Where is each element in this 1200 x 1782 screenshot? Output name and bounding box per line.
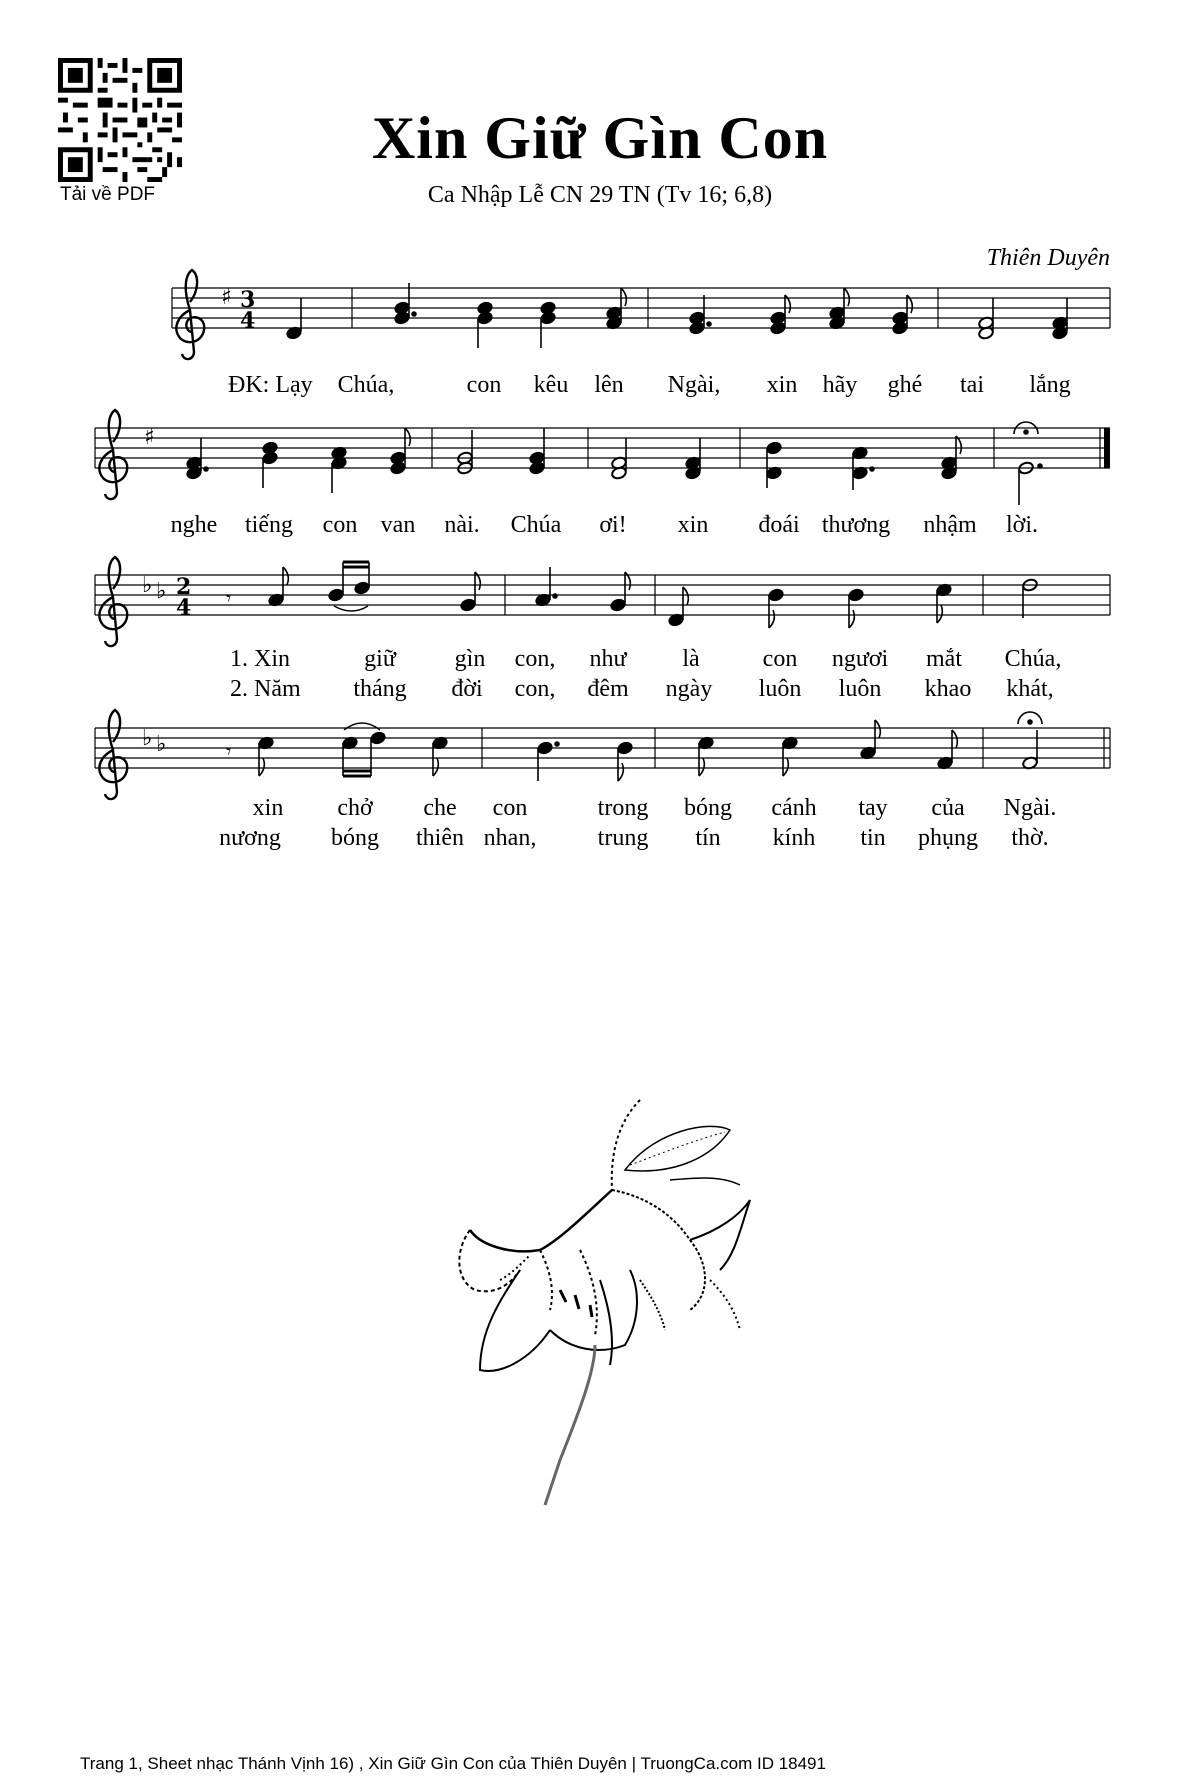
lyric-syllable: tín xyxy=(695,825,721,851)
lyric-syllable: tin xyxy=(860,825,886,851)
lyric-syllable: tay xyxy=(858,795,888,821)
svg-text:𝄾: 𝄾 xyxy=(226,739,232,763)
lyric-syllable: lên xyxy=(594,372,624,398)
lyric-syllable: tiếng xyxy=(245,512,293,538)
lyric-syllable: chở xyxy=(337,795,373,821)
svg-text:♯: ♯ xyxy=(221,285,232,310)
lyric-syllable: con xyxy=(762,646,798,672)
lyric-syllable: Ngài. xyxy=(1003,795,1057,821)
staff-verse-line-1 xyxy=(95,557,1110,646)
song-title: Xin Giữ Gìn Con xyxy=(371,105,829,171)
song-subtitle: Ca Nhập Lễ CN 29 TN (Tv 16; 6,8) xyxy=(427,182,773,208)
lyric-syllable: đêm xyxy=(587,676,629,702)
lyric-syllable: che xyxy=(423,795,457,821)
lyric-syllable: thương xyxy=(821,512,891,538)
lyric-syllable: 2. Năm xyxy=(230,676,301,702)
svg-text:♭: ♭ xyxy=(156,579,167,604)
lyric-syllable: là xyxy=(682,646,700,672)
lyric-syllable: bóng xyxy=(331,825,379,851)
svg-text:4: 4 xyxy=(240,308,256,334)
lyric-syllable: nương xyxy=(219,825,281,851)
lyric-syllable: luôn xyxy=(758,676,802,702)
svg-text:𝄾: 𝄾 xyxy=(226,586,232,610)
download-pdf-label[interactable]: Tải về PDF xyxy=(60,184,156,205)
lyric-syllable: ngày xyxy=(665,676,713,702)
lyric-syllable: cánh xyxy=(771,795,817,821)
lyric-syllable: như xyxy=(589,646,627,672)
lyric-syllable: lắng xyxy=(1029,372,1071,398)
lyric-syllable: Chúa, xyxy=(1004,646,1062,672)
lyric-syllable: nghe xyxy=(170,512,218,538)
lyric-syllable: con, xyxy=(514,676,556,702)
staff-refrain-line-1 xyxy=(172,270,1110,359)
lyric-syllable: ĐK: Lạy xyxy=(228,372,313,398)
lyric-syllable: khao xyxy=(924,676,972,702)
lyric-syllable: tai xyxy=(960,372,984,398)
lyric-syllable: xin xyxy=(677,512,709,538)
lyric-syllable: phụng xyxy=(918,825,978,851)
lyric-syllable: bóng xyxy=(684,795,732,821)
svg-text:♯: ♯ xyxy=(144,425,155,450)
lyric-syllable: nhậm xyxy=(923,512,977,538)
lyric-syllable: khát, xyxy=(1006,676,1054,702)
lyric-syllable: Chúa, xyxy=(337,372,395,398)
lyric-syllable: luôn xyxy=(838,676,882,702)
lyric-syllable: 1. Xin xyxy=(230,646,290,672)
lyric-syllable: van xyxy=(380,512,416,538)
lyric-syllable: của xyxy=(931,795,965,821)
lyric-syllable: mắt xyxy=(926,646,962,672)
lyric-syllable: thờ. xyxy=(1011,825,1049,851)
lyric-syllable: con xyxy=(322,512,358,538)
svg-text:♭: ♭ xyxy=(142,573,153,598)
lyric-syllable: kêu xyxy=(533,372,569,398)
lyric-syllable: con, xyxy=(514,646,556,672)
page-footer: Trang 1, Sheet nhạc Thánh Vịnh 16) , Xin Giữ Gìn Con của Thiên Duyên | TruongCa.com ID 18491 xyxy=(80,1754,826,1773)
staff-refrain-line-2 xyxy=(95,410,1110,505)
lyric-syllable: con xyxy=(492,795,528,821)
staff-verse-line-2 xyxy=(95,710,1110,799)
lyric-syllable: nhan, xyxy=(483,825,537,851)
lyric-syllable: kính xyxy=(772,825,816,851)
lyric-syllable: ơi! xyxy=(599,512,627,538)
svg-text:4: 4 xyxy=(176,595,192,621)
lyric-syllable: gìn xyxy=(454,646,486,672)
lyric-syllable: ghé xyxy=(887,372,923,398)
lyric-syllable: xin xyxy=(766,372,798,398)
lyric-syllable: trung xyxy=(597,825,649,851)
composer-name: Thiên Duyên xyxy=(986,245,1110,271)
lyric-syllable: trong xyxy=(597,795,649,821)
lyric-syllable: lời. xyxy=(1005,512,1039,538)
lyric-syllable: đoái xyxy=(758,512,800,538)
lyric-syllable: Chúa xyxy=(510,512,562,538)
svg-text:♭: ♭ xyxy=(142,726,153,751)
lily-flower-illustration xyxy=(440,1080,800,1520)
lyric-syllable: xin xyxy=(252,795,284,821)
lyric-syllable: giữ xyxy=(364,646,396,672)
lyric-syllable: tháng xyxy=(353,676,407,702)
lyric-syllable: ngươi xyxy=(831,646,889,672)
lyric-syllable: đời xyxy=(451,676,483,702)
lyric-syllable: con xyxy=(466,372,502,398)
lyric-syllable: thiên xyxy=(416,825,464,851)
lyric-syllable: hãy xyxy=(822,372,858,398)
svg-text:♭: ♭ xyxy=(156,732,167,757)
svg-text:3: 3 xyxy=(240,287,256,313)
lyric-syllable: Ngài, xyxy=(667,372,721,398)
svg-text:2: 2 xyxy=(176,574,192,600)
lyric-syllable: nài. xyxy=(444,512,480,538)
